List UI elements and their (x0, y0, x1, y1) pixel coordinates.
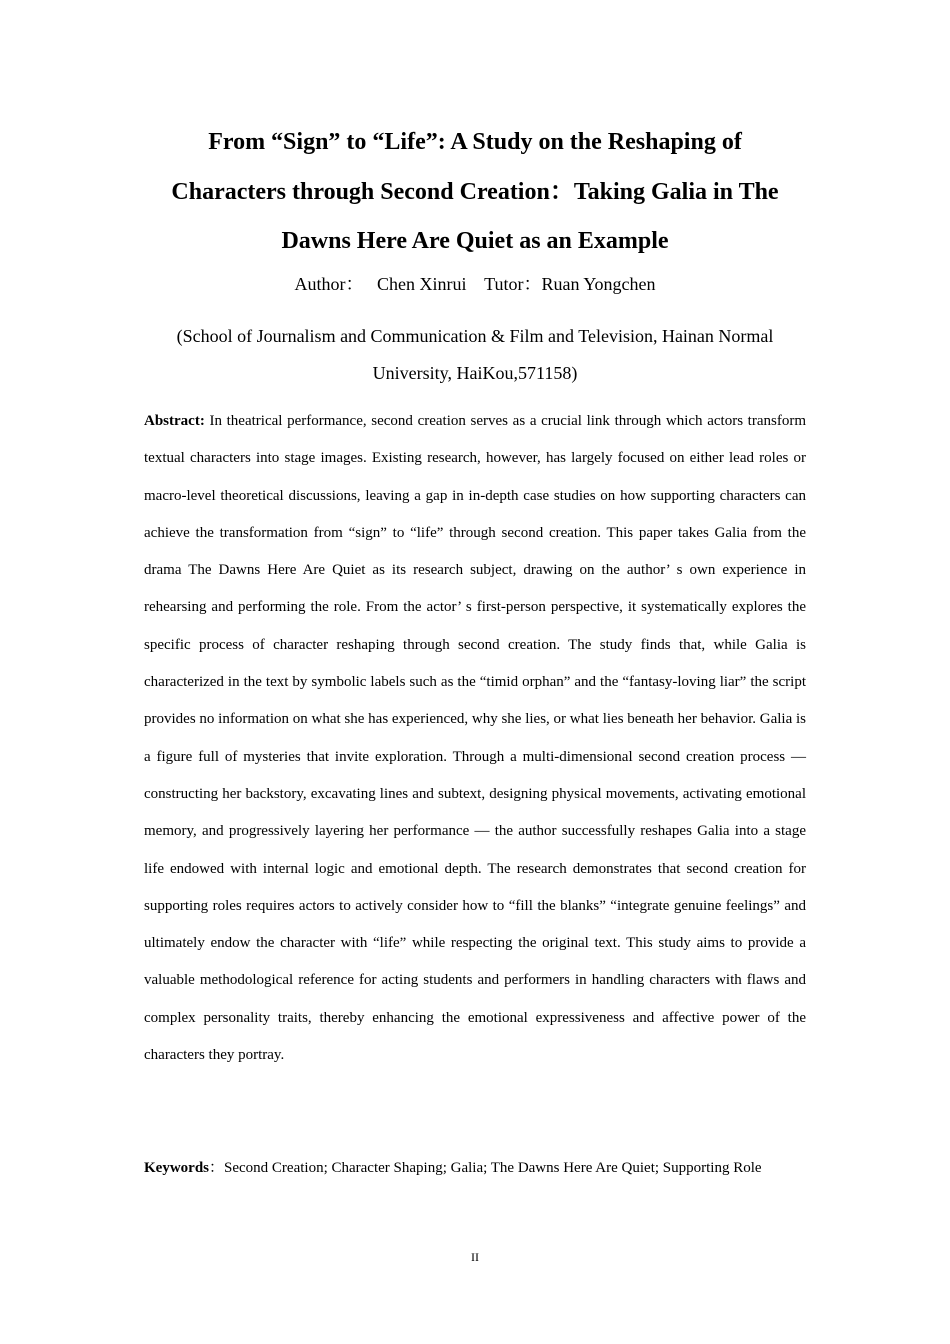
author-line (0, 269, 950, 299)
paper-title (140, 118, 810, 267)
keywords-label: Keywords (144, 1160, 209, 1176)
abstract-label: Abstract: (144, 413, 205, 429)
keywords-text: Second Creation; Character Shaping; Galia; The Dawns Here Are Quiet; Supporting Role (224, 1160, 762, 1176)
tutor-label: Tutor： (484, 274, 542, 294)
page-number: II (471, 1250, 479, 1264)
tutor-name: Ruan Yongchen (541, 274, 656, 294)
author-label: Author： (294, 274, 364, 294)
title-line: From “Sign” to “Life”: A Study on the Reshaping of (208, 129, 742, 155)
abstract-paragraph (144, 403, 806, 1074)
author-name: Chen Xinrui (376, 274, 467, 294)
title-line: Dawns Here Are Quiet as an Example (281, 228, 669, 254)
title-line: Characters through Second Creation：Taking Galia in The (171, 178, 779, 205)
keywords-paragraph (144, 1150, 806, 1187)
keywords-separator: ： (209, 1160, 225, 1176)
abstract-text: In theatrical performance, second creation serves as a crucial link through which actors transform textual characters into stage images. Existing research, however, has largely focused on either lead roles or macro-level theoretical discussions, leaving a gap in in-depth case studies on how supporting characters can achieve the transformation from “sign” to “life” through second creation. This paper takes Galia from the drama The Dawns Here Are Quiet as its research subject, drawing on the author’ s own experience in rehearsing and performing the role. From the actor’ s first-person perspective, it systematically explores the specific process of character reshaping through second creation. The study finds that, while Galia is characterized in the text by symbolic labels such as the “timid orphan” and the “fantasy-loving liar” the script provides no information on what she has experienced, why she lies, or what lies beneath her behavior. Galia is a figure full of mysteries that invite exploration. Through a multi-dimensional second creation process — constructing her backstory, excavating lines and subtext, designing physical movements, activating emotional memory, and progressively layering her performance — the author successfully reshapes Galia into a stage life endowed with internal logic and emotional depth. The research demonstrates that second creation for supporting roles requires actors to actively consider how to “fill the blanks” “integrate genuine feelings” and ultimately endow the character with “life” while respecting the original text. This study aims to provide a valuable methodological reference for acting students and performers in handling characters with flaws and complex personality traits, thereby enhancing the emotional expressiveness and affective power of the characters they portray. (144, 413, 806, 1064)
affiliation: (School of Journalism and Communication & Film and Television, Hainan Normal University, HaiKou,571158) (176, 326, 774, 383)
